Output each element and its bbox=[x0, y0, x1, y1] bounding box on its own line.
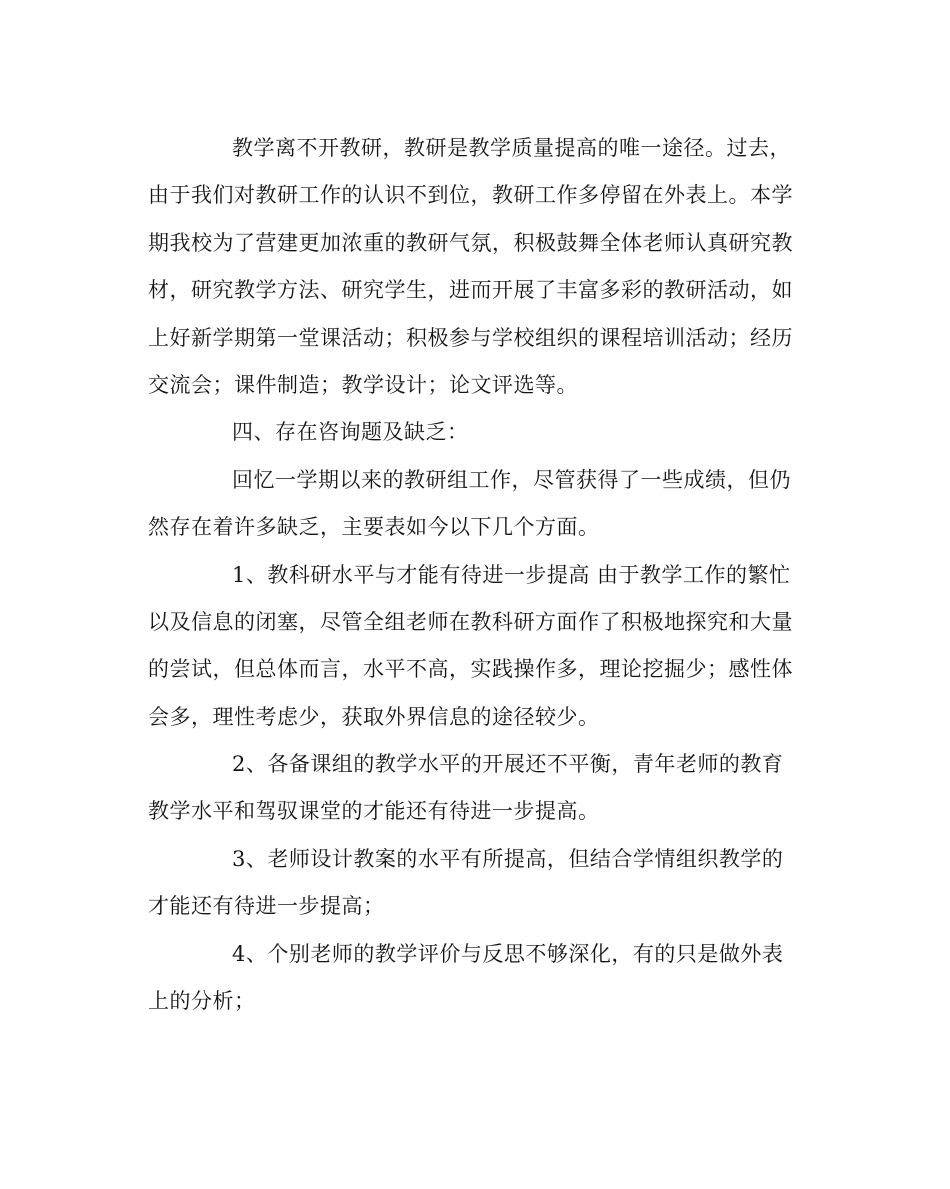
body-line: 以及信息的闭塞，尽管全组老师在教科研方面作了积极地探究和大量 bbox=[148, 609, 793, 634]
list-item-line: 3、老师设计教案的水平有所提高，但结合学情组织教学的 bbox=[232, 846, 784, 871]
body-line: 然存在着许多缺乏，主要表如今以下几个方面。 bbox=[148, 515, 600, 540]
body-line: 才能还有待进一步提高； bbox=[148, 894, 385, 919]
list-item-line: 2、各备课组的教学水平的开展还不平衡，青年老师的教育 bbox=[232, 752, 784, 777]
body-line: 教学离不开教研，教研是教学质量提高的唯一途径。过去， bbox=[232, 136, 791, 160]
document-body bbox=[148, 125, 808, 1025]
body-line: 由于我们对教研工作的认识不到位，教研工作多停留在外表上。本学 bbox=[148, 183, 793, 208]
body-line: 上的分析； bbox=[148, 989, 256, 1014]
list-item-line: 4、个别老师的教学评价与反思不够深化，有的只是做外表 bbox=[232, 941, 784, 966]
body-line: 上好新学期第一堂课活动；积极参与学校组织的课程培训活动；经历 bbox=[148, 325, 793, 350]
body-line: 材，研究教学方法、研究学生，进而开展了丰富多彩的教研活动，如 bbox=[148, 278, 793, 303]
body-line: 交流会；课件制造；教学设计；论文评选等。 bbox=[148, 372, 578, 397]
body-line: 会多，理性考虑少，获取外界信息的途径较少。 bbox=[148, 704, 600, 729]
list-item-line: 1、教科研水平与才能有待进一步提高 由于教学工作的繁忙 bbox=[232, 562, 791, 587]
body-line: 的尝试，但总体而言，水平不高，实践操作多，理论挖掘少；感性体 bbox=[148, 657, 793, 682]
body-line: 教学水平和驾驭课堂的才能还有待进一步提高。 bbox=[148, 799, 600, 824]
body-line: 期我校为了营建更加浓重的教研气氛，积极鼓舞全体老师认真研究教 bbox=[148, 230, 793, 255]
section-heading: 四、存在咨询题及缺乏： bbox=[232, 420, 469, 445]
body-line: 回忆一学期以来的教研组工作，尽管获得了一些成绩，但仍 bbox=[232, 467, 791, 492]
